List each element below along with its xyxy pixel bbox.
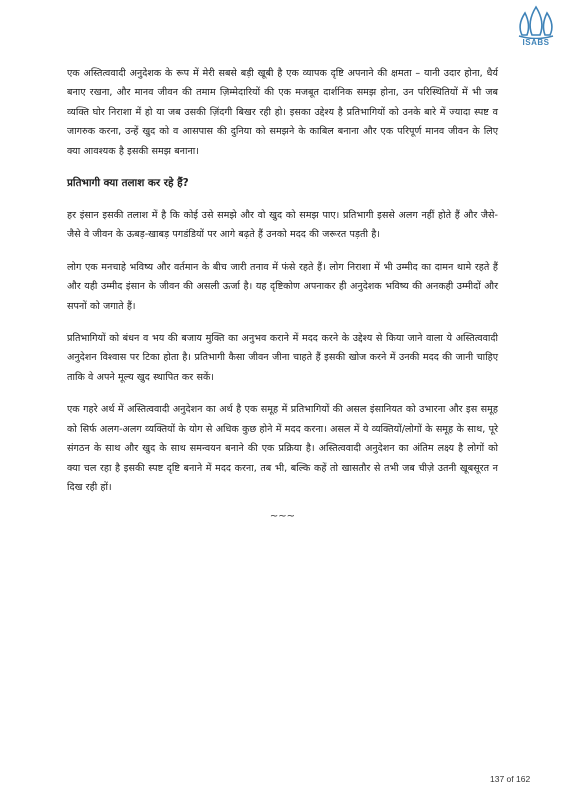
flame-logo-icon [516, 5, 556, 39]
intro-paragraph: एक अस्तित्ववादी अनुदेशक के रूप में मेरी सबसे बड़ी खूबी है एक व्यापक दृष्टि अपनाने की क्षमता – यानी उदार होना, धैर्य बनाए रखना, और मानव जीवन की तमाम ज़िम्मेदारियों की एक मजबूत दार्शनिक समझ होना, उन परिस्थितियों में भी जब व्यक्ति घोर निराशा में हो या जब उसकी ज़िंदगी बिखर रही हो। इसका उद्देश्य है प्रतिभागियों को उनके बारे में ज्यादा स्पष्ट व जागरुक करना, उन्हें खुद को व आसपास की दुनिया को समझने के काबिल बनाना और एक परिपूर्ण मानव जीवन के लिए क्या आवश्यक है इसकी समझ बनाना। [67, 68, 498, 157]
document-body [67, 64, 498, 524]
paragraph-2: लोग एक मनचाहे भविष्य और वर्तमान के बीच जारी तनाव में फंसे रहते हैं। लोग निराशा में भी उम्मीद का दामन थामे रहते हैं और यही उम्मीद इंसान के जीवन की असली ऊर्जा है। यह दृष्टिकोण अपनाकर ही अनुदेशक भविष्य की अनकही उम्मीदों और सपनों को जगाते हैं। [67, 261, 498, 312]
paragraph-3: प्रतिभागियों को बंधन व भय की बजाय मुक्ति का अनुभव कराने में मदद करने के उद्देश्य से किया जाने वाला ये अस्तित्ववादी अनुदेशन विश्वास पर टिका होता है। प्रतिभागी कैसा जीवन जीना चाहते हैं इसकी खोज करने में उनकी मदद की जानी चाहिए ताकि वे अपने मूल्य खुद स्थापित कर सकें। [67, 333, 498, 383]
paragraph-1: हर इंसान इसकी तलाश में है कि कोई उसे समझे और वो खुद को समझ पाए। प्रतिभागी इससे अलग नहीं होते हैं और जैसे-जैसे वे जीवन के ऊबड़-खाबड़ पगडंडियों पर आगे बढ़ते हैं उनको मदद की जरूरत पड़ती है। [67, 210, 498, 241]
paragraph-4: एक गहरे अर्थ में अस्तित्ववादी अनुदेशन का अर्थ है एक समूह में प्रतिभागियों की असल इंसानियत को उभारना और इस समूह को सिर्फ अलग-अलग व्यक्तियों के योग से अधिक कुछ होने में मदद करना। असल में ये व्यक्तियों/लोगों के समूह के साथ, पूरे संगठन के साथ और खुद के साथ समन्वयन बनाने की एक प्रक्रिया है। अस्तित्ववादी अनुदेशन का अंतिम लक्ष्य है लोगों को क्या चल रहा है इसकी स्पष्ट दृष्टि बनाने में मदद करना, तब भी, बल्कि कहें तो खासतौर से तभी जब चीज़े उतनी खूबसूरत न दिख रही हों। [67, 404, 498, 493]
isabs-logo [513, 5, 559, 51]
page-number: 137 of 162 [490, 774, 531, 784]
section-heading: प्रतिभागी क्या तलाश कर रहे हैं? [67, 177, 189, 190]
section-separator: ~~~ [269, 511, 296, 523]
logo-text: ISABS [522, 38, 550, 47]
